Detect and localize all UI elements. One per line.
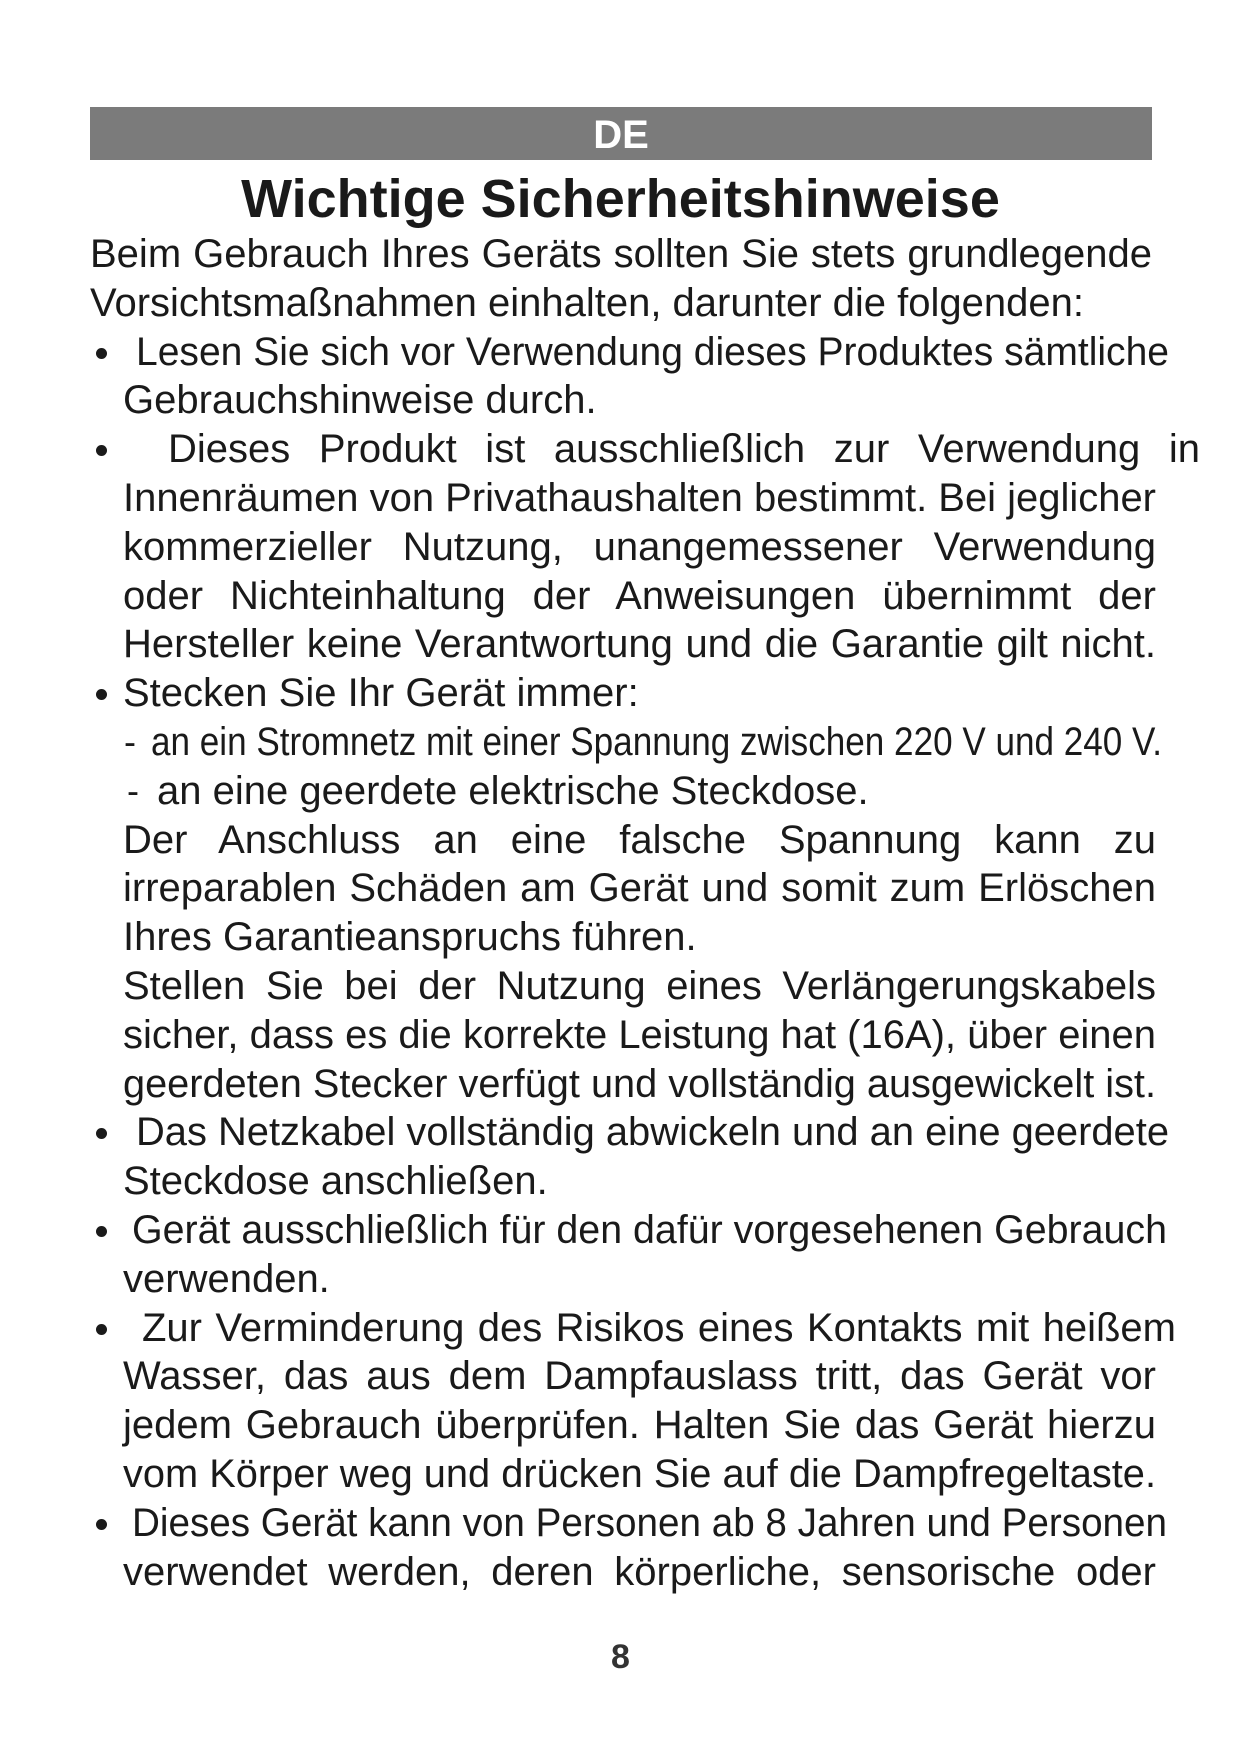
sub-item-text: an ein Stromnetz mit einer Spannung zwischen 220 V und 240 V. [151, 719, 1162, 764]
note-text: sicher, dass es die korrekte Leistung hat (16A), über einen [123, 1012, 1156, 1057]
bullet-line: Lesen Sie sich vor Verwendung dieses Produktes sämtliche [136, 329, 1169, 374]
page-number: 8 [611, 1638, 630, 1676]
list-item-continuation [0, 1450, 1241, 1499]
language-code: DE [593, 113, 649, 157]
list-item-continuation [0, 523, 1241, 572]
language-bar [90, 107, 1152, 160]
intro-text: Vorsichtsmaßnahmen einhalten, darunter die folgenden: [90, 280, 1084, 325]
list-item-continuation [0, 1548, 1241, 1597]
list-item-continuation [0, 620, 1241, 669]
list-item-continuation [0, 474, 1241, 523]
bullet-line: Zur Verminderung des Risikos eines Kontakts mit heißem [142, 1305, 1176, 1350]
bullet-marker [96, 689, 107, 700]
note-text: Der Anschluss an eine falsche Spannung kann zu [123, 817, 1156, 862]
list-item [0, 669, 1241, 718]
dash-marker: - [124, 720, 136, 762]
bullet-marker [96, 348, 107, 359]
bullet-line: verwenden. [123, 1256, 330, 1301]
intro-text: Beim Gebrauch Ihres Geräts sollten Sie stets grundlegende [90, 232, 1152, 276]
bullet-line: Steckdose anschließen. [123, 1159, 548, 1204]
note-text: Ihres Garantieanspruchs führen. [123, 915, 697, 960]
list-item [0, 1108, 1241, 1157]
list-item-continuation [0, 1255, 1241, 1304]
bullet-line: Dieses Gerät kann von Personen ab 8 Jahren und Personen [132, 1500, 1167, 1545]
note-line [0, 816, 1241, 865]
list-item-continuation [0, 572, 1241, 621]
list-item [0, 1304, 1241, 1353]
list-item-continuation [0, 1401, 1241, 1450]
list-item [0, 425, 1241, 474]
list-item-continuation [0, 376, 1241, 425]
note-line [0, 913, 1241, 962]
bullet-line: jedem Gebrauch überprüfen. Halten Sie das Gerät hierzu [123, 1403, 1156, 1448]
bullet-marker [96, 1128, 107, 1139]
bullet-line: Wasser, das aus dem Dampfauslass tritt, das Gerät vor [123, 1354, 1156, 1399]
intro-line [0, 279, 1241, 328]
bullet-marker [96, 1226, 107, 1237]
sub-item-text: an eine geerdete elektrische Steckdose. [157, 768, 869, 813]
bullet-line: verwendet werden, deren körperliche, sensorische oder [123, 1549, 1156, 1594]
list-item-continuation [0, 1352, 1241, 1401]
bullet-line: Dieses Produkt ist ausschließlich zur Verwendung in [168, 427, 1200, 472]
safety-instructions [0, 230, 1241, 1596]
bullet-line: Hersteller keine Verantwortung und die Garantie gilt nicht. [123, 622, 1156, 667]
bullet-line: oder Nichteinhaltung der Anweisungen übernimmt der [123, 573, 1156, 618]
sub-list-item [0, 767, 1241, 816]
bullet-line: Stecken Sie Ihr Gerät immer: [123, 671, 639, 716]
bullet-line: vom Körper weg und drücken Sie auf die Dampfregeltaste. [123, 1451, 1156, 1496]
list-item [0, 1499, 1241, 1548]
dash-marker: - [127, 769, 139, 811]
sub-list-item [0, 718, 1241, 767]
bullet-line: kommerzieller Nutzung, unangemessener Verwendung [123, 524, 1156, 569]
bullet-line: Gebrauchshinweise durch. [123, 378, 597, 423]
note-text: Stellen Sie bei der Nutzung eines Verlängerungskabels [123, 963, 1156, 1008]
list-item [0, 1206, 1241, 1255]
note-line [0, 864, 1241, 913]
note-line [0, 1060, 1241, 1109]
note-line [0, 962, 1241, 1011]
note-text: geerdeten Stecker verfügt und vollständig ausgewickelt ist. [123, 1061, 1156, 1106]
page-title: Wichtige Sicherheitshinweise [241, 169, 1000, 229]
bullet-marker [96, 1324, 107, 1335]
bullet-marker [96, 1519, 107, 1530]
note-text: irreparablen Schäden am Gerät und somit zum Erlöschen [123, 866, 1156, 911]
bullet-line: Innenräumen von Privathaushalten bestimmt. Bei jeglicher [123, 475, 1156, 520]
note-line [0, 1011, 1241, 1060]
intro-line [0, 230, 1241, 279]
bullet-marker [96, 445, 107, 456]
list-item [0, 328, 1241, 377]
list-item-continuation [0, 1157, 1241, 1206]
bullet-line: Das Netzkabel vollständig abwickeln und an eine geerdete [136, 1110, 1169, 1155]
bullet-line: Gerät ausschließlich für den dafür vorgesehenen Gebrauch [132, 1207, 1167, 1252]
